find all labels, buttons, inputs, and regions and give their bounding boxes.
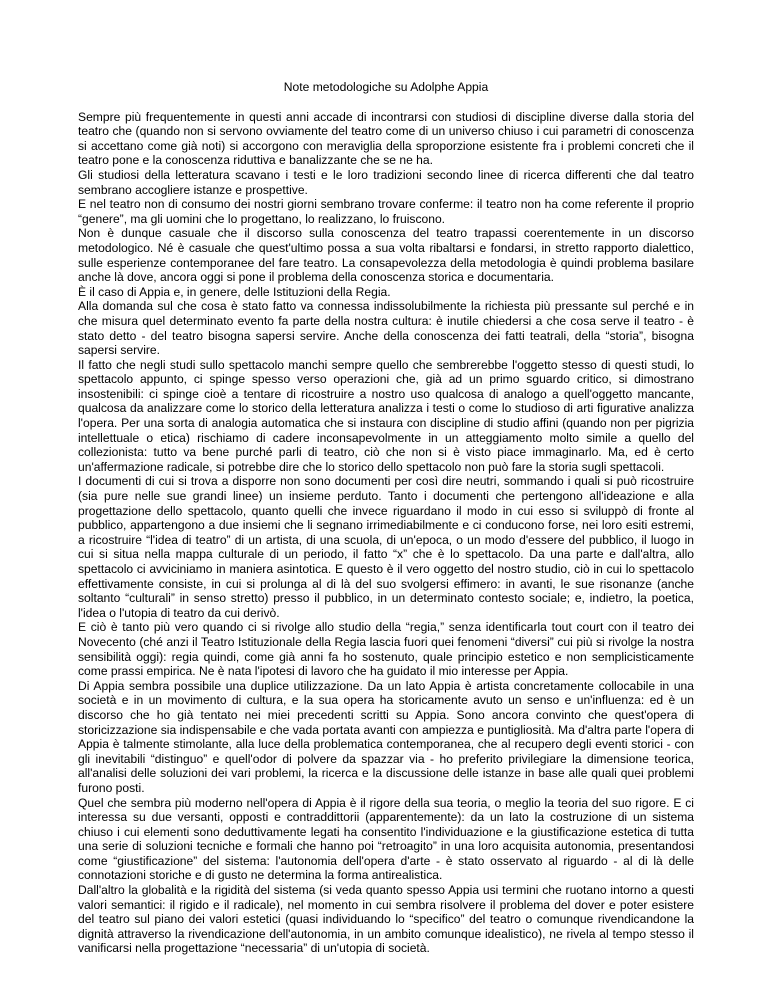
paragraph: E ciò è tanto più vero quando ci si rivolge allo studio della “regia,” senza identificarla tout court con il teatro dei Novecento (ché anzi il Teatro Istituzionale della Regia lascia fuori quei fenomeni “diversi” cui più si rivolge la nostra sensibilità oggi): regia quindi, come già anni fa ho sostenuto, quale principio estetico e non semplicisticamente come prassi empirica. Ne è nata l'ipotesi di lavoro che ha guidato il mio interesse per Appia. [78,620,694,679]
paragraph: Alla domanda sul che cosa è stato fatto va connessa indissolubilmente la richiesta più pressante sul perché e in che misura quel determinato evento fa parte della nostra cultura: è inutile chiedersi a che cosa serve il teatro - è stato detto - del teatro bisogna sapersi servire. Anche della conoscenza dei fatti teatrali, della “storia”, bisogna sapersi servire. [78,299,694,358]
paragraph: Non è dunque casuale che il discorso sulla conoscenza del teatro trapassi coerentemente in un discorso metodologico. Né è casuale che quest'ultimo possa a sua volta ribaltarsi e fondarsi, in stretto rapporto dialettico, sulle esperienze contemporanee del fare teatro. La consapevolezza della metodologia è quindi problema basilare anche là dove, ancora oggi si pone il problema della conoscenza storica e documentaria. [78,226,694,285]
paragraph: I documenti di cui si trova a disporre non sono documenti per così dire neutri, sommando i quali si può ricostruire (sia pure nelle sue grandi linee) un insieme perduto. Tanto i documenti che pertengono all'ideazione e alla progettazione dello spettacolo, quanto quelli che invece riguardano il modo in cui esso si sviluppò di fronte al pubblico, appartengono a due insiemi che li segnano irrimediabilmente e ci conducono forse, nei loro esiti estremi, a ricostruire “l'idea di teatro” di un artista, di una scuola, di un'epoca, o un modo d'essere del pubblico, il luogo in cui si situa nella mappa culturale di un periodo, il fatto “x” che è lo spettacolo. Da una parte e dall'altra, allo spettacolo ci avviciniamo in maniera asintotica. E questo è il vero oggetto del nostro studio, ciò in cui lo spettacolo effettivamente consiste, in cui si prolunga al di là del suo svolgersi effimero: in avanti, le sue risonanze (anche soltanto “culturali” in senso stretto) presso il pubblico, in un determinato contesto sociale; e, indietro, la poetica, l'idea o l'utopia di teatro da cui derivò. [78,474,694,620]
paragraph: Di Appia sembra possibile una duplice utilizzazione. Da un lato Appia è artista concretamente collocabile in una società e in un movimento di cultura, e la sua opera ha storicamente avuto un senso e un'influenza: ed è un discorso che ho già tentato nei miei precedenti scritti su Appia. Sono ancora convinto che quest'opera di storicizzazione sia indispensabile e che vada portata avanti con ampiezza e puntigliosità. Ma d'altra parte l'opera di Appia è talmente stimolante, alla luce della problematica contemporanea, che al recupero degli eventi storici - con gli inevitabili “distinguo” e quell'odor di polvere da spazzar via - ho preferito privilegiare la dimensione teorica, all'analisi delle soluzioni dei vari problemi, la ricerca e la discussione delle istanze in base alle quali quei problemi furono posti. [78,678,694,795]
paragraph: Sempre più frequentemente in questi anni accade di incontrarsi con studiosi di discipline diverse dalla storia del teatro che (quando non si servono ovviamente del teatro come di un universo chiuso i cui parametri di conoscenza si accettano come già noti) si accorgono con meraviglia della sproporzione esistente fra i problemi concreti che il teatro pone e la conoscenza riduttiva e banalizzante che se ne ha. [78,109,694,168]
paragraph: Quel che sembra più moderno nell'opera di Appia è il rigore della sua teoria, o meglio la teoria del suo rigore. E ci interessa su due versanti, opposti e contraddittorii (apparentemente): da un lato la costruzione di un sistema chiuso i cui elementi sono deduttivamente legati ha consentito l'individuazione e la giustificazione estetica di tutta una serie di soluzioni tecniche e formali che hanno poi “retroagito” in una loro acquisita autonomia, presentandosi come “giustificazione” del sistema: l'autonomia dell'opera d'arte - è stato osservato al riguardo - al di là delle connotazioni storiche e di gusto ne determina la forma antirealistica. [78,795,694,883]
paragraph: Dall'altro la globalità e la rigidità del sistema (si veda quanto spesso Appia usi termini che ruotano intorno a questi valori semantici: il rigido e il radicale), nel momento in cui sembra risolvere il problema del dover e poter esistere del teatro sul piano dei valori estetici (quasi individuando lo “specifico” del teatro o comunque rivendicandone la dignità attraverso la rivendicazione dell'autonomia, in un ambito comunque idealistico), ne rivela al tempo stesso il vanificarsi nella progettazione “necessaria” di un'utopia di società. [78,883,694,956]
paragraph: E nel teatro non di consumo dei nostri giorni sembrano trovare conferme: il teatro non ha come referente il proprio “genere”, ma gli uomini che lo progettano, lo realizzano, lo fruiscono. [78,197,694,226]
paragraph: È il caso di Appia e, in genere, delle Istituzioni della Regia. [78,284,391,299]
paragraph: Il fatto che negli studi sullo spettacolo manchi sempre quello che sembrerebbe l'oggetto stesso di questi studi, lo spettacolo appunto, ci spinge spesso verso operazioni che, già ad un primo sguardo critico, si dimostrano insostenibili: ci spinge cioè a tentare di ricostruire a nostro uso qualcosa di analogo a quell'oggetto mancante, qualcosa da analizzare come lo storico della letteratura analizza i testi o come lo studioso di arti figurative analizza l'opera. Per una sorta di analogia automatica che si instaura con discipline di studio affini (quando non per pigrizia intellettuale o etica) rischiamo di cadere inconsapevolmente in un atteggiamento molto simile a quello del collezionista: tutto va bene purché parli di teatro, ciò che non si è visto piace immaginarlo. Ma, ed è certo un'affermazione radicale, si potrebbe dire che lo storico dello spettacolo non può fare la storia sugli spettacoli. [78,357,694,474]
document-page [78,80,694,956]
paragraph: Gli studiosi della letteratura scavano i testi e le loro tradizioni secondo linee di ricerca differenti che dal teatro sembrano accogliere istanze e prospettive. [78,167,694,197]
document-title: Note metodologiche su Adolphe Appia [283,80,489,94]
